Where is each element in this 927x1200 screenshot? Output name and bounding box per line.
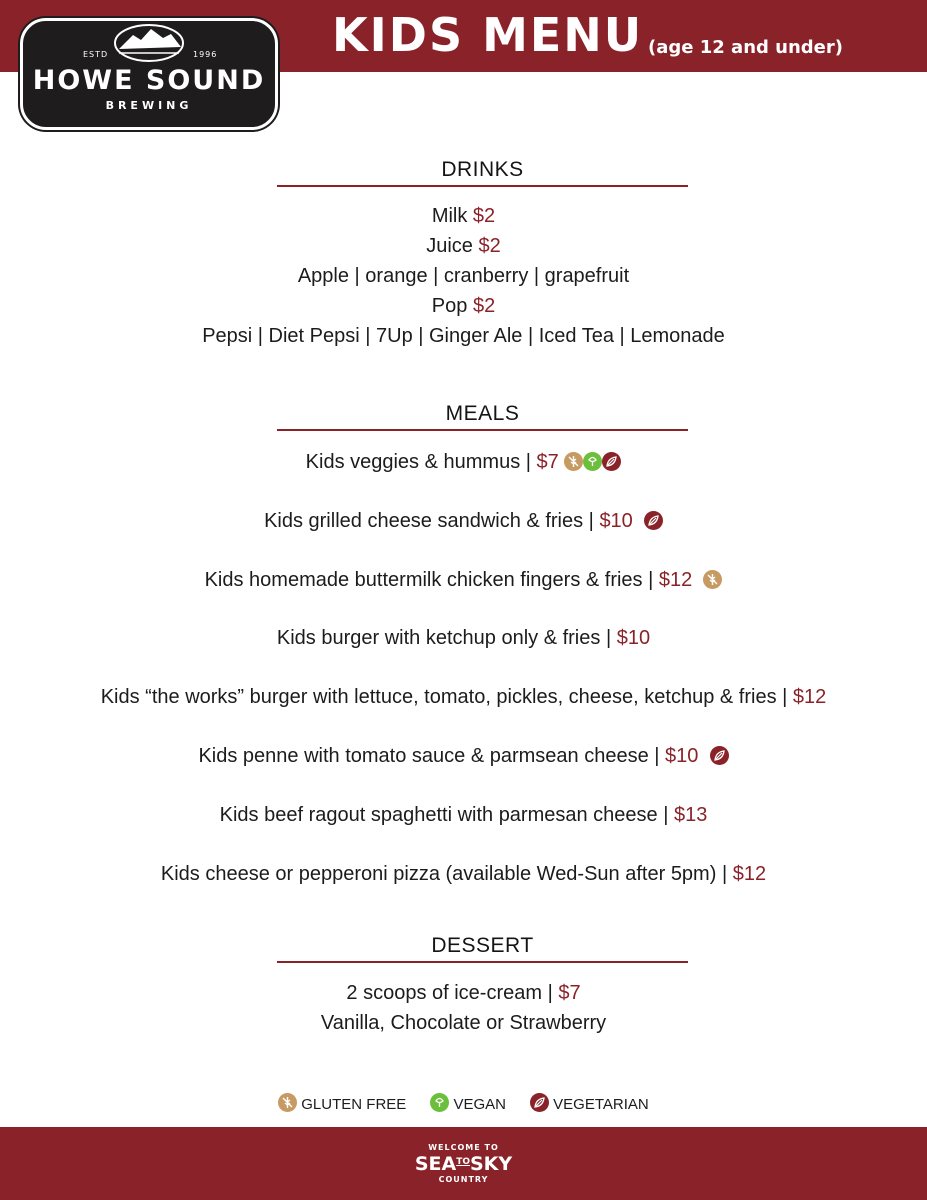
item-price: $2 [478, 235, 501, 257]
drink-item [0, 205, 927, 228]
legend-vegan [430, 1093, 506, 1113]
drink-item [0, 235, 927, 258]
vegetarian-icon [530, 1093, 549, 1112]
footer-bar [0, 1127, 927, 1200]
meal-item: Kids cheese or pepperoni pizza (available Wed-Sun after 5pm) | $12 [160, 863, 767, 885]
drinks-heading: DRINKS [441, 158, 524, 181]
legend-gluten-free [278, 1093, 406, 1113]
page-subtitle: (age 12 and under) [648, 37, 843, 58]
gluten-free-icon [703, 570, 722, 589]
meal-item: Kids veggies & hummus | $7 [0, 451, 927, 474]
drink-options: Apple | orange | cranberry | grapefruit [297, 265, 630, 287]
gluten-free-icon [278, 1093, 297, 1112]
sea-to-sky-logo [0, 1153, 927, 1175]
item-price: $10 [616, 627, 651, 649]
item-name: Kids homemade buttermilk chicken fingers & fries [204, 569, 643, 591]
footer-sky: SKY [470, 1153, 513, 1175]
vegan-icon [430, 1093, 449, 1112]
item-price: $12 [732, 863, 767, 885]
drink-options: Pepsi | Diet Pepsi | 7Up | Ginger Ale | Iced Tea | Lemonade [202, 325, 725, 347]
footer-to: TO [456, 1157, 470, 1167]
meal-item: Kids penne with tomato sauce & parmsean cheese | $10 [0, 745, 927, 768]
item-price: $13 [674, 804, 708, 826]
mountain-logo-icon [113, 23, 185, 63]
meal-item: Kids grilled cheese sandwich & fries | $10 [0, 510, 927, 533]
legend-label: VEGAN [453, 1096, 506, 1113]
item-price: $10 [665, 745, 699, 767]
meal-item: Kids burger with ketchup only & fries | $10 [276, 627, 651, 649]
legend-vegetarian [530, 1093, 649, 1113]
item-price: $7 [536, 451, 559, 473]
vegan-icon [583, 452, 602, 471]
item-name: Milk [431, 205, 468, 227]
dessert-item: 2 scoops of ice-cream | $7 [346, 982, 581, 1004]
logo-estd: ESTD [83, 50, 109, 59]
vegetarian-icon [710, 746, 729, 765]
logo-brand: HOWE SOUND [32, 65, 266, 96]
gluten-free-icon [564, 452, 583, 471]
footer-sea: SEA [414, 1153, 457, 1175]
page-title: KIDS MENU [332, 8, 644, 62]
item-name: Kids penne with tomato sauce & parmsean cheese [198, 745, 649, 767]
footer-welcome: WELCOME TO [428, 1143, 499, 1152]
meals-heading: MEALS [445, 402, 520, 425]
item-name: Juice [426, 235, 473, 257]
item-price: $12 [658, 569, 693, 591]
dessert-heading: DESSERT [431, 934, 534, 957]
vegetarian-icon [602, 452, 621, 471]
dessert-options: Vanilla, Chocolate or Strawberry [320, 1012, 607, 1034]
dessert-rule [277, 961, 688, 963]
vegetarian-icon [644, 511, 663, 530]
drink-item [0, 295, 927, 318]
item-price: $2 [472, 295, 496, 317]
logo-sub: BREWING [105, 99, 193, 112]
item-name: 2 scoops of ice-cream [346, 982, 543, 1004]
dietary-legend [0, 1093, 927, 1113]
legend-label: VEGETARIAN [553, 1096, 649, 1113]
item-name: Kids veggies & hummus [305, 451, 521, 473]
item-name: Kids “the works” burger with lettuce, tomato, pickles, cheese, ketchup & fries [100, 686, 777, 708]
meal-item: Kids beef ragout spaghetti with parmesan cheese | $13 [219, 804, 708, 826]
item-name: Pop [431, 295, 468, 317]
footer-country: COUNTRY [438, 1175, 489, 1184]
item-name: Kids cheese or pepperoni pizza (available Wed-Sun after 5pm) [160, 863, 717, 885]
item-name: Kids burger with ketchup only & fries [276, 627, 601, 649]
legend-label: GLUTEN FREE [301, 1096, 407, 1113]
howe-sound-logo [20, 18, 278, 130]
item-price: $10 [599, 510, 633, 532]
item-price: $12 [792, 686, 827, 708]
item-price: $2 [472, 205, 496, 227]
item-price: $7 [558, 982, 581, 1004]
drinks-rule [277, 185, 688, 187]
meal-item: Kids homemade buttermilk chicken fingers & fries | $12 [0, 569, 927, 592]
logo-year: 1996 [193, 50, 218, 59]
meals-rule [277, 429, 688, 431]
item-name: Kids grilled cheese sandwich & fries [264, 510, 584, 532]
item-name: Kids beef ragout spaghetti with parmesan cheese [219, 804, 658, 826]
meal-item: Kids “the works” burger with lettuce, tomato, pickles, cheese, ketchup & fries | $12 [100, 686, 827, 708]
